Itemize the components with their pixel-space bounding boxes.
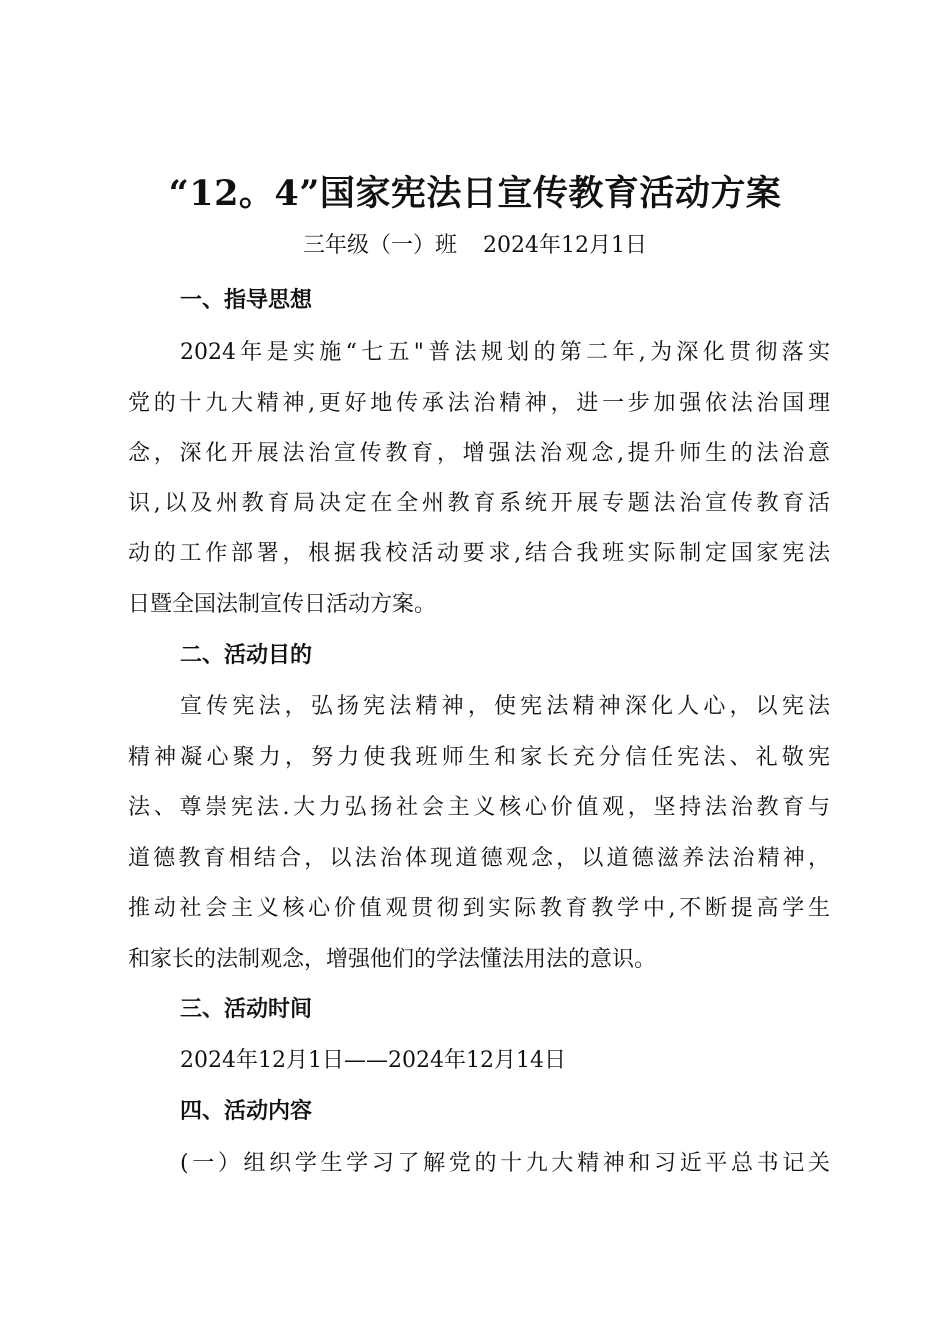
paragraph-line: 党的十九大精神,更好地传承法治精神，进一步加强依法治国理 — [128, 391, 830, 416]
document-date: 2024年12月1日 — [483, 233, 647, 258]
section-heading-activity-time: 三、活动时间 — [180, 997, 313, 1022]
section-heading-guiding-ideology: 一、指导思想 — [180, 288, 313, 313]
paragraph-line: 识,以及州教育局决定在全州教育系统开展专题法治宣传教育活 — [128, 491, 830, 516]
paragraph-line: 日暨全国法制宣传日活动方案。 — [128, 592, 437, 617]
paragraph-line: (一）组织学生学习了解党的十九大精神和习近平总书记关 — [180, 1151, 830, 1176]
paragraph-line: 动的工作部署，根据我校活动要求,结合我班实际制定国家宪法 — [128, 541, 830, 566]
activity-date-range: 2024年12月1日——2024年12月14日 — [180, 1048, 566, 1073]
paragraph-line: 法、尊崇宪法.大力弘扬社会主义核心价值观，坚持法治教育与 — [128, 795, 830, 820]
document-subtitle — [0, 228, 950, 259]
section-heading-activity-purpose: 二、活动目的 — [180, 643, 313, 668]
class-name: 三年级（一）班 — [303, 233, 458, 258]
paragraph-line: 推动社会主义核心价值观贯彻到实际教育教学中,不断提高学生 — [128, 896, 830, 921]
paragraph-line: 道德教育相结合，以法治体现道德观念，以道德滋养法治精神， — [128, 846, 830, 871]
paragraph-line: 念，深化开展法治宣传教育，增强法治观念,提升师生的法治意 — [128, 441, 830, 466]
document-title: “12。4”国家宪法日宣传教育活动方案 — [168, 173, 782, 214]
paragraph-line: 和家长的法制观念，增强他们的学法懂法用法的意识。 — [128, 947, 657, 972]
paragraph-line: 精神凝心聚力，努力使我班师生和家长充分信任宪法、礼敬宪 — [128, 745, 830, 770]
section-heading-activity-content: 四、活动内容 — [180, 1099, 313, 1124]
paragraph-line: 宣传宪法，弘扬宪法精神，使宪法精神深化人心，以宪法 — [180, 694, 830, 719]
paragraph-line: 2024年是实施“七五"普法规划的第二年,为深化贯彻落实 — [180, 340, 830, 365]
